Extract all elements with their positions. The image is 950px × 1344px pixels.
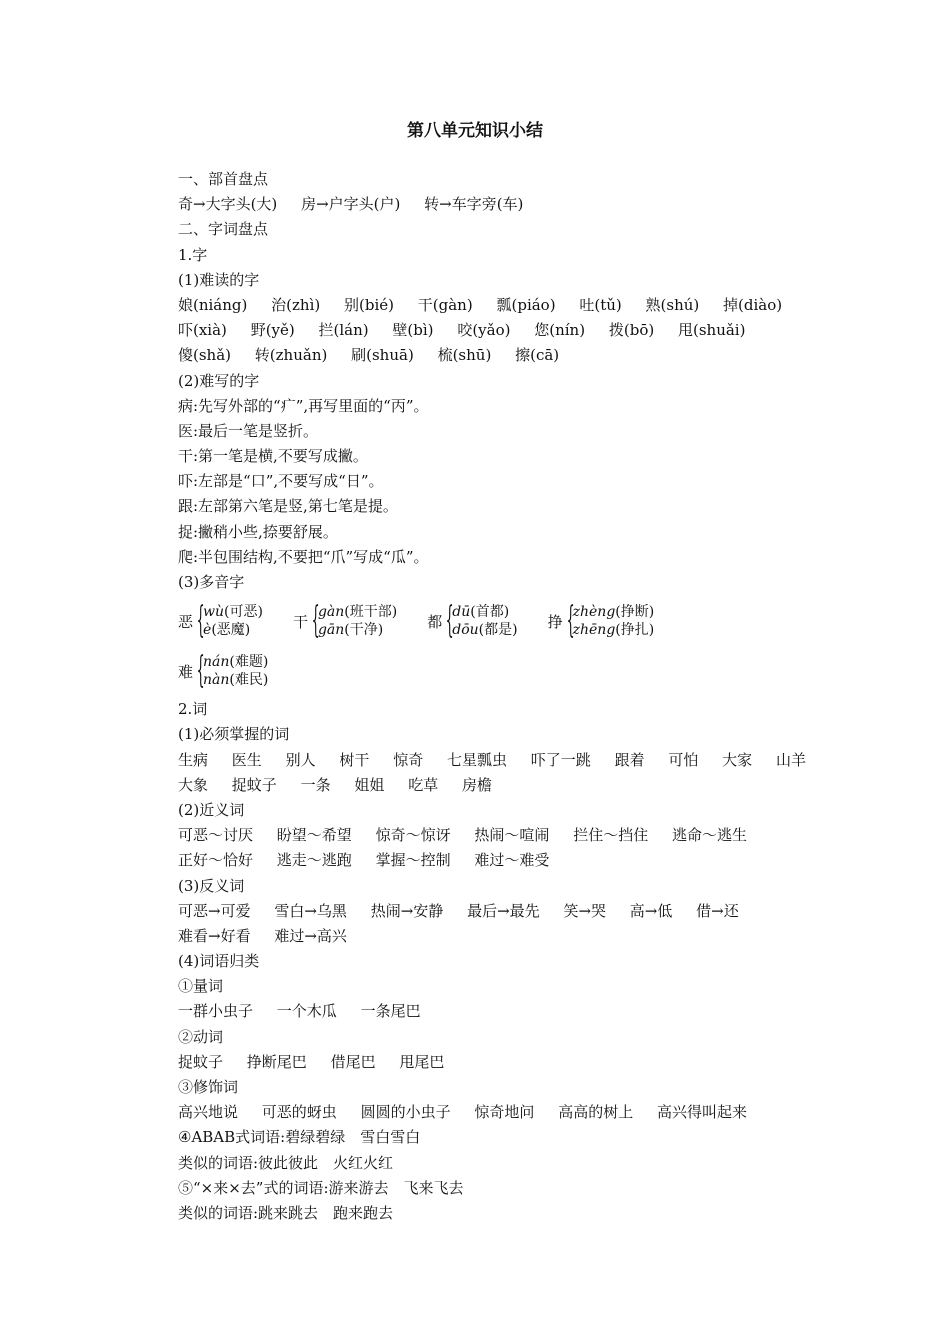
subsection-words: 2.词 bbox=[178, 700, 208, 719]
hard-write-line: 干:第一笔是横,不要写成撇。 bbox=[178, 447, 368, 466]
polyphone-options bbox=[318, 603, 397, 639]
hard-read-item: 您(nín) bbox=[534, 321, 586, 340]
hard-read-item: 拨(bō) bbox=[608, 321, 655, 340]
synonym-pair: 正好～恰好 bbox=[178, 851, 254, 870]
polyphone-option: gān(干净) bbox=[317, 622, 384, 639]
synonym-pair: 可恶～讨厌 bbox=[178, 826, 254, 845]
must-know-item: 捉蚊子 bbox=[231, 775, 277, 794]
antonym-pair: 最后→最先 bbox=[467, 901, 540, 920]
polyphone-group bbox=[547, 600, 655, 642]
hard-write-heading: (2)难写的字 bbox=[178, 371, 260, 390]
hard-read-item: 转(zhuǎn) bbox=[254, 346, 328, 365]
brace-icon: { bbox=[311, 600, 320, 642]
polyphone-options bbox=[573, 603, 655, 639]
polyphone-options bbox=[203, 653, 268, 689]
hard-read-item: 擦(cā) bbox=[515, 346, 560, 365]
polyphone-group bbox=[427, 600, 518, 642]
hard-read-item: 甩(shuǎi) bbox=[677, 321, 746, 340]
page-title: 第八单元知识小结 bbox=[407, 121, 543, 141]
polyphone-option: dū(首都) bbox=[452, 604, 510, 621]
must-know-item: 跟着 bbox=[614, 750, 645, 769]
polyphone-group bbox=[178, 600, 263, 642]
measure-word-item: 一条尾巴 bbox=[360, 1002, 421, 1021]
hard-read-item: 刷(shuā) bbox=[351, 346, 414, 365]
polyphone-option: nàn(难民) bbox=[203, 672, 269, 689]
synonyms-heading: (2)近义词 bbox=[178, 800, 245, 819]
must-know-item: 七星瓢虫 bbox=[446, 750, 507, 769]
polyphone-options bbox=[203, 603, 263, 639]
verb-item: 挣断尾巴 bbox=[246, 1052, 307, 1071]
must-know-item: 生病 bbox=[178, 750, 209, 769]
abab-similar-line: 类似的词语:彼此彼此 火红火红 bbox=[178, 1153, 394, 1172]
hard-read-item: 治(zhì) bbox=[271, 295, 321, 314]
must-know-item: 别人 bbox=[285, 750, 316, 769]
verb-item: 捉蚊子 bbox=[178, 1052, 224, 1071]
verb-item: 甩尾巴 bbox=[399, 1052, 445, 1071]
section-radicals-heading: 一、部首盘点 bbox=[178, 170, 269, 188]
brace-icon: { bbox=[566, 600, 575, 642]
synonym-pair: 盼望～希望 bbox=[276, 826, 352, 845]
modifier-item: 高兴得叫起来 bbox=[656, 1103, 747, 1122]
hard-read-item: 干(gàn) bbox=[417, 295, 473, 314]
hard-read-item: 咬(yǎo) bbox=[457, 321, 511, 340]
antonyms-heading: (3)反义词 bbox=[178, 876, 245, 895]
synonym-pair: 掌握～控制 bbox=[375, 851, 451, 870]
must-know-item: 大家 bbox=[722, 750, 753, 769]
radical-item: 房→户字头(户) bbox=[301, 195, 401, 214]
verbs-heading: ②动词 bbox=[178, 1027, 224, 1046]
polyphone-group bbox=[178, 650, 269, 692]
measure-words-row bbox=[178, 999, 858, 1024]
must-know-item: 树干 bbox=[339, 750, 370, 769]
radical-item: 转→车字旁(车) bbox=[424, 195, 524, 214]
polyphone-option: zhēng(挣扎) bbox=[572, 622, 655, 639]
polyphone-heading: (3)多音字 bbox=[178, 573, 245, 591]
synonym-pair: 逃走～逃跑 bbox=[276, 851, 352, 870]
must-know-item: 可怕 bbox=[668, 750, 699, 769]
modifier-item: 惊奇地问 bbox=[474, 1103, 535, 1122]
hard-write-line: 跟:左部第六笔是竖,第七笔是提。 bbox=[178, 497, 398, 516]
hard-read-row bbox=[178, 318, 858, 343]
antonym-pair: 可恶→可爱 bbox=[178, 901, 251, 920]
brace-icon: { bbox=[196, 600, 205, 642]
content bbox=[178, 167, 858, 1226]
hard-write-line: 病:先写外部的“疒”,再写里面的“丙”。 bbox=[178, 396, 429, 415]
verbs-row bbox=[178, 1050, 858, 1075]
modifier-item: 高兴地说 bbox=[178, 1103, 239, 1122]
laiqu-similar-line: 类似的词语:跳来跳去 跑来跑去 bbox=[178, 1203, 394, 1222]
must-know-item: 吓了一跳 bbox=[530, 750, 591, 769]
hard-read-item: 吓(xià) bbox=[178, 321, 227, 340]
hard-write-line: 医:最后一笔是竖折。 bbox=[178, 421, 319, 440]
hard-read-heading: (1)难读的字 bbox=[178, 270, 260, 289]
modifier-item: 可恶的蚜虫 bbox=[261, 1103, 337, 1122]
must-know-row bbox=[178, 748, 858, 773]
hard-read-item: 掉(diào) bbox=[723, 295, 783, 314]
radical-list bbox=[178, 192, 858, 217]
polyphone-option: nán(难题) bbox=[203, 654, 269, 671]
antonym-pair: 雪白→乌黑 bbox=[274, 901, 347, 920]
synonyms-row bbox=[178, 823, 858, 848]
hard-write-line: 爬:半包围结构,不要把“爪”写成“瓜”。 bbox=[178, 547, 429, 566]
categorize-heading: (4)词语归类 bbox=[178, 952, 260, 971]
synonym-pair: 逃命～逃生 bbox=[671, 826, 747, 845]
antonym-pair: 高→低 bbox=[629, 901, 673, 920]
must-know-item: 医生 bbox=[231, 750, 262, 769]
must-know-item: 吃草 bbox=[408, 775, 439, 794]
polyphone-group bbox=[292, 600, 398, 642]
polyphone-option: è(恶魔) bbox=[203, 622, 251, 639]
polyphone-char: 干 bbox=[292, 612, 308, 631]
modifier-item: 高高的树上 bbox=[558, 1103, 634, 1122]
abab-line: ④ABAB式词语:碧绿碧绿 雪白雪白 bbox=[178, 1128, 421, 1147]
synonym-pair: 拦住～挡住 bbox=[573, 826, 649, 845]
polyphone-char: 难 bbox=[178, 662, 194, 681]
measure-words-heading: ①量词 bbox=[178, 977, 224, 996]
hard-read-item: 梳(shū) bbox=[437, 346, 492, 365]
hard-read-row bbox=[178, 343, 858, 368]
laiqu-line: ⑤“×来×去”式的词语:游来游去 飞来飞去 bbox=[178, 1178, 464, 1197]
modifier-item: 圆圆的小虫子 bbox=[360, 1103, 451, 1122]
polyphone-option: dōu(都是) bbox=[452, 622, 518, 639]
hard-read-item: 瓢(piáo) bbox=[496, 295, 556, 314]
must-know-row bbox=[178, 773, 858, 798]
antonyms-row bbox=[178, 924, 858, 949]
hard-read-row bbox=[178, 293, 858, 318]
antonyms-row bbox=[178, 899, 858, 924]
hard-read-item: 野(yě) bbox=[250, 321, 295, 340]
verb-item: 借尾巴 bbox=[330, 1052, 376, 1071]
polyphone-options bbox=[452, 603, 517, 639]
polyphone-char: 都 bbox=[427, 612, 443, 631]
must-know-heading: (1)必须掌握的词 bbox=[178, 725, 290, 744]
brace-icon: { bbox=[445, 600, 454, 642]
synonym-pair: 惊奇～惊讶 bbox=[375, 826, 451, 845]
section-words-heading: 二、字词盘点 bbox=[178, 220, 269, 239]
modifiers-row bbox=[178, 1100, 858, 1125]
measure-word-item: 一个木瓜 bbox=[276, 1002, 337, 1021]
synonyms-row bbox=[178, 848, 858, 873]
hard-read-item: 拦(lán) bbox=[318, 321, 369, 340]
polyphone-row bbox=[178, 598, 858, 644]
radical-item: 奇→大字头(大) bbox=[178, 195, 278, 214]
synonym-pair: 难过～难受 bbox=[474, 851, 550, 870]
hard-write-line: 吓:左部是“口”,不要写成“日”。 bbox=[178, 472, 384, 491]
brace-icon: { bbox=[196, 650, 205, 692]
polyphone-row bbox=[178, 648, 858, 694]
antonym-pair: 笑→哭 bbox=[563, 901, 607, 920]
hard-read-item: 别(bié) bbox=[344, 295, 394, 314]
polyphone-char: 挣 bbox=[547, 612, 563, 631]
must-know-item: 惊奇 bbox=[393, 750, 424, 769]
must-know-item: 一条 bbox=[300, 775, 331, 794]
polyphone-char: 恶 bbox=[178, 612, 194, 631]
modifiers-heading: ③修饰词 bbox=[178, 1078, 239, 1096]
must-know-item: 山羊 bbox=[775, 750, 806, 769]
hard-write-line: 捉:撇稍小些,捺要舒展。 bbox=[178, 522, 338, 541]
must-know-item: 姐姐 bbox=[354, 775, 385, 794]
antonym-pair: 借→还 bbox=[696, 901, 739, 920]
hard-read-item: 吐(tǔ) bbox=[579, 295, 622, 314]
must-know-item: 大象 bbox=[178, 775, 209, 794]
synonym-pair: 热闹～喧闹 bbox=[474, 826, 550, 845]
hard-read-item: 娘(niáng) bbox=[178, 295, 248, 314]
antonym-pair: 热闹→安静 bbox=[370, 901, 444, 920]
antonym-pair: 难过→高兴 bbox=[274, 926, 347, 945]
hard-read-item: 傻(shǎ) bbox=[178, 346, 232, 365]
hard-read-item: 熟(shú) bbox=[645, 295, 700, 314]
polyphone-option: zhèng(挣断) bbox=[572, 604, 655, 621]
polyphone-option: gàn(班干部) bbox=[317, 604, 398, 621]
measure-word-item: 一群小虫子 bbox=[178, 1002, 254, 1021]
polyphone-option: wù(可恶) bbox=[203, 604, 263, 621]
subsection-characters: 1.字 bbox=[178, 245, 208, 264]
must-know-item: 房檐 bbox=[461, 775, 492, 794]
antonym-pair: 难看→好看 bbox=[178, 926, 251, 945]
hard-read-item: 壁(bì) bbox=[392, 321, 434, 340]
